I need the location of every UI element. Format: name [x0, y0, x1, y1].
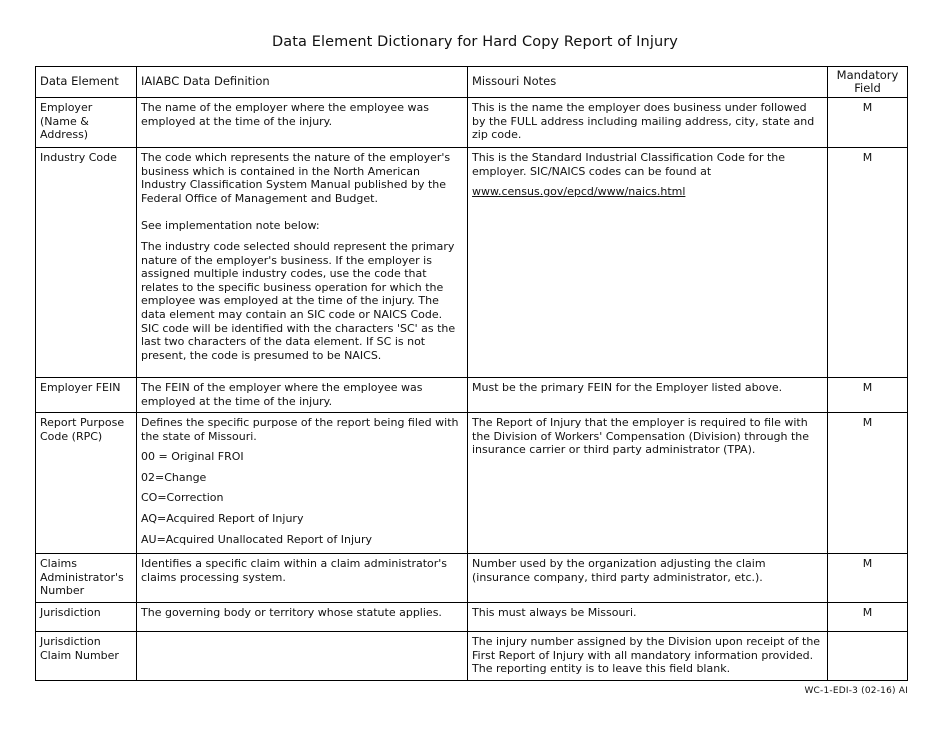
cell-element: Jurisdiction Claim Number	[36, 632, 137, 681]
cell-element: Report Purpose Code (RPC)	[36, 413, 137, 554]
cell-mandatory: M	[828, 603, 908, 632]
notes-paragraph: This is the Standard Industrial Classification Code for the employer. SIC/NAICS codes can be found at	[472, 151, 786, 178]
data-element-table	[35, 66, 908, 681]
definition-paragraph: The code which represents the nature of the employer's business which is contained in the North American Industry Classification System Manual published by the Federal Office of Management and Budget.	[141, 151, 451, 205]
rpc-code: AU=Acquired Unallocated Report of Injury	[141, 532, 372, 546]
table-row	[36, 554, 908, 603]
cell-mandatory: M	[828, 378, 908, 413]
header-mandatory-line1: Mandatory	[836, 68, 899, 82]
cell-element: Employer FEIN	[36, 378, 137, 413]
rpc-code: CO=Correction	[141, 491, 224, 505]
cell-mandatory	[828, 632, 908, 681]
cell-definition: The name of the employer where the employee was employed at the time of the injury.	[137, 98, 468, 148]
cell-notes: The Report of Injury that the employer is required to file with the Division of Workers' Compensation (Division) through the insurance carrier or third party administrator (TPA).	[468, 413, 828, 554]
cell-notes: Number used by the organization adjusting the claim (insurance company, third party administrator, etc.).	[468, 554, 828, 603]
header-mandatory-field	[828, 67, 908, 98]
table-row	[36, 98, 908, 148]
cell-mandatory: M	[828, 98, 908, 148]
cell-mandatory: M	[828, 148, 908, 378]
cell-definition: The governing body or territory whose statute applies.	[137, 603, 468, 632]
rpc-code: AQ=Acquired Report of Injury	[141, 511, 304, 525]
table-row	[36, 632, 908, 681]
rpc-definition: Defines the specific purpose of the report being filed with the state of Missouri.	[141, 416, 459, 443]
document-title: Data Element Dictionary for Hard Copy Report of Injury	[272, 34, 678, 50]
cell-notes: This must always be Missouri.	[468, 603, 828, 632]
cell-notes: Must be the primary FEIN for the Employer listed above.	[468, 378, 828, 413]
header-data-element: Data Element	[36, 67, 137, 98]
cell-notes	[468, 148, 828, 378]
cell-definition	[137, 413, 468, 554]
cell-definition	[137, 632, 468, 681]
cell-element: Claims Administrator's Number	[36, 554, 137, 603]
rpc-code: 00 = Original FROI	[141, 450, 244, 464]
form-code-footer: WC-1-EDI-3 (02-16) AI	[804, 686, 908, 696]
cell-definition	[137, 148, 468, 378]
cell-notes: This is the name the employer does business under followed by the FULL address including mailing address, city, state and zip code.	[468, 98, 828, 148]
table-row	[36, 378, 908, 413]
header-missouri-notes: Missouri Notes	[468, 67, 828, 98]
cell-mandatory: M	[828, 554, 908, 603]
cell-element: Employer (Name & Address)	[36, 98, 137, 148]
cell-element: Industry Code	[36, 148, 137, 378]
table-row	[36, 603, 908, 632]
header-iaiabc-definition: IAIABC Data Definition	[137, 67, 468, 98]
cell-notes: The injury number assigned by the Division upon receipt of the First Report of Injury with all mandatory information provided. The reporting entity is to leave this field blank.	[468, 632, 828, 681]
cell-definition: The FEIN of the employer where the employee was employed at the time of the injury.	[137, 378, 468, 413]
table-row	[36, 148, 908, 378]
cell-mandatory: M	[828, 413, 908, 554]
table-row	[36, 413, 908, 554]
cell-element: Jurisdiction	[36, 603, 137, 632]
implementation-note-label: See implementation note below:	[141, 219, 320, 233]
cell-definition: Identifies a specific claim within a claim administrator's claims processing system.	[137, 554, 468, 603]
rpc-code: 02=Change	[141, 470, 207, 484]
table-header-row	[36, 67, 908, 98]
implementation-note: The industry code selected should represent the primary nature of the employer's business. If the employer is assigned multiple industry codes, use the code that relates to the specific business operation for which the employee was employed at the time of the injury. The data element may contain an SIC code or NAICS Code. SIC code will be identified with the characters 'SC' as the last two characters of the data element. If SC is not present, the code is presumed to be NAICS.	[141, 239, 456, 362]
naics-link[interactable]: www.census.gov/epcd/www/naics.html	[472, 185, 686, 199]
header-mandatory-line2: Field	[854, 81, 881, 95]
